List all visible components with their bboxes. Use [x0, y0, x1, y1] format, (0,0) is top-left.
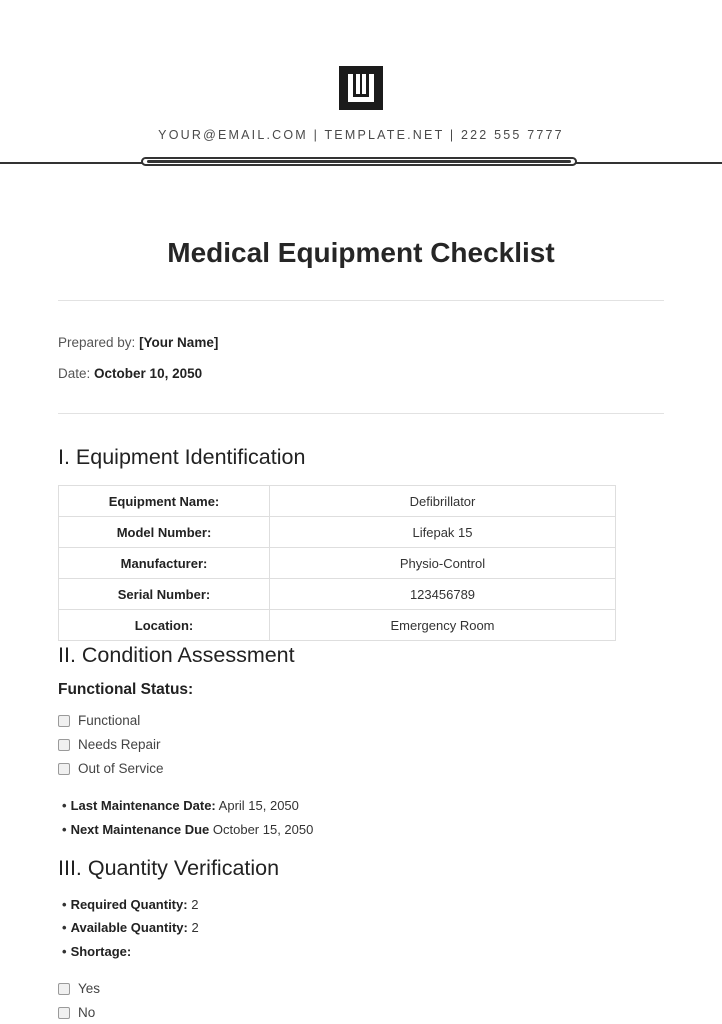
document-date [58, 366, 202, 381]
available-quantity-label: Available Quantity: [70, 920, 188, 935]
checkbox-out-of-service[interactable] [58, 761, 164, 776]
date-value: October 10, 2050 [94, 366, 203, 381]
last-maintenance-value: April 15, 2050 [218, 798, 299, 813]
header-divider-ornament [141, 157, 577, 166]
checkbox-shortage-no[interactable] [58, 1005, 95, 1020]
manufacturer-label: Manufacturer: [59, 548, 270, 579]
list-item-last-maintenance [62, 798, 299, 813]
last-maintenance-label: Last Maintenance Date: [70, 798, 216, 813]
checkbox-label: Functional [78, 713, 141, 728]
serial-number-value: 123456789 [270, 579, 616, 610]
equipment-name-label: Equipment Name: [59, 486, 270, 517]
list-item-next-maintenance [62, 822, 313, 837]
shortage-label: Shortage: [70, 944, 132, 959]
table-row [59, 548, 616, 579]
checkbox-icon[interactable] [58, 715, 70, 727]
serial-number-label: Serial Number: [59, 579, 270, 610]
contact-info: YOUR@EMAIL.COM | TEMPLATE.NET | 222 555 7777 [158, 128, 564, 142]
checkbox-label: Needs Repair [78, 737, 161, 752]
checkbox-label: No [78, 1005, 96, 1020]
available-quantity-value: 2 [191, 920, 199, 935]
next-maintenance-label: Next Maintenance Due [70, 822, 210, 837]
checkbox-icon[interactable] [58, 763, 70, 775]
list-item-shortage [62, 944, 131, 959]
table-row [59, 610, 616, 641]
checkbox-shortage-yes[interactable] [58, 981, 100, 996]
checkbox-icon[interactable] [58, 1007, 70, 1019]
equipment-name-value: Defibrillator [270, 486, 616, 517]
title-divider [58, 300, 664, 301]
bullet-icon: • [62, 920, 67, 935]
checkbox-label: Out of Service [78, 761, 164, 776]
meta-divider [58, 413, 664, 414]
section-equipment-identification-heading: I. Equipment Identification [58, 445, 306, 469]
prepared-by-label: Prepared by: [58, 335, 136, 350]
prepared-by-value: [Your Name] [139, 335, 219, 350]
model-number-label: Model Number: [59, 517, 270, 548]
date-label: Date: [58, 366, 91, 381]
prepared-by [58, 335, 218, 350]
table-row [59, 579, 616, 610]
equipment-identification-table [58, 485, 616, 641]
manufacturer-value: Physio-Control [270, 548, 616, 579]
bullet-icon: • [62, 822, 67, 837]
next-maintenance-value: October 15, 2050 [212, 822, 314, 837]
section-condition-assessment-heading: II. Condition Assessment [58, 643, 295, 667]
list-item-required-quantity [62, 897, 198, 912]
required-quantity-value: 2 [191, 897, 199, 912]
checkbox-icon[interactable] [58, 739, 70, 751]
table-row [59, 517, 616, 548]
functional-status-heading: Functional Status: [58, 681, 194, 698]
bullet-icon: • [62, 897, 67, 912]
bullet-icon: • [62, 798, 67, 813]
model-number-value: Lifepak 15 [270, 517, 616, 548]
location-label: Location: [59, 610, 270, 641]
checkbox-label: Yes [78, 981, 101, 996]
checkbox-functional[interactable] [58, 713, 140, 728]
required-quantity-label: Required Quantity: [70, 897, 188, 912]
checkbox-needs-repair[interactable] [58, 737, 161, 752]
table-row [59, 486, 616, 517]
location-value: Emergency Room [270, 610, 616, 641]
section-quantity-verification-heading: III. Quantity Verification [58, 856, 280, 880]
checkbox-icon[interactable] [58, 983, 70, 995]
bullet-icon: • [62, 944, 67, 959]
template-logo [339, 66, 383, 110]
list-item-available-quantity [62, 920, 199, 935]
page-title: Medical Equipment Checklist [167, 237, 555, 268]
